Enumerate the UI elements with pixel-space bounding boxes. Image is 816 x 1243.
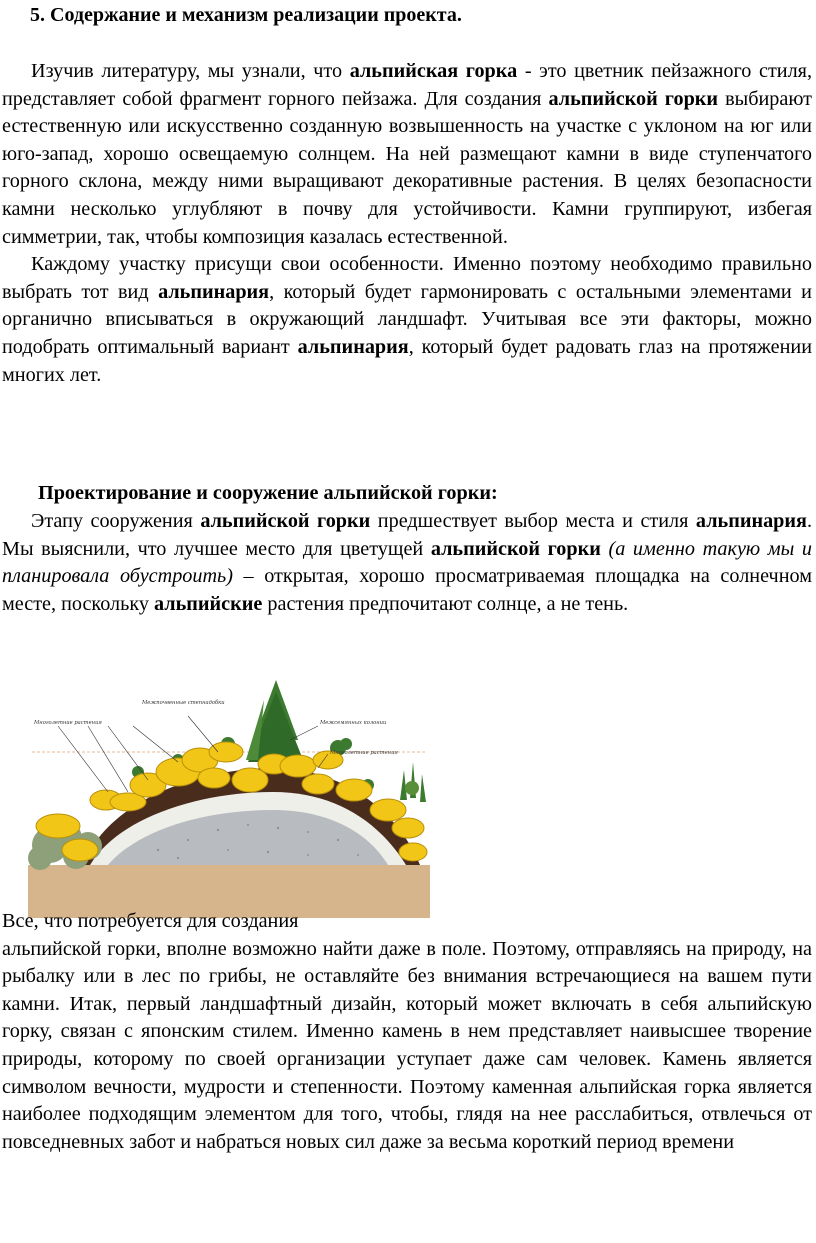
bold-term: альпинария xyxy=(695,510,807,532)
section-heading: 5. Содержание и механизм реализации проекта. xyxy=(30,4,462,26)
figure-label-4: Многолетние растения xyxy=(330,750,398,756)
figure-label-3: Межсемянных колонии xyxy=(320,720,387,726)
text-run: - это цветник пейзажного стиля, представляет собой фрагмент горного пейзажа. Для создания xyxy=(2,60,812,110)
text-run: предшествует выбор места и стиля xyxy=(370,510,696,532)
bold-term: альпийской горки xyxy=(200,510,371,532)
text-run xyxy=(601,538,609,560)
stage-paragraph xyxy=(2,508,812,618)
text-run: Изучив литературу, мы узнали, что xyxy=(31,60,350,82)
outro-paragraph: альпийской горки, вполне возможно найти даже в поле. Поэтому, отправляясь на природу, на рыбалку или в лес по грибы, не оставляйте без внимания встречающиеся на вашем пути камни. Итак, первый ландшафтный дизайн, который может включать в себя альпийскую горку, связан с японским стилем. Именно камень в нем представляет наивысшее творение природы, которому по своей организации уступает даже сам человек. Камень является символом вечности, мудрости и степенности. Поэтому каменная альпийская горка является наиболее подходящим элементом для того, чтобы, глядя на нее расслабиться, отвлечься от повседневных забот и набраться новых сил даже за весьма короткий период времени xyxy=(2,937,812,1153)
bold-term: альпийская горка xyxy=(349,60,518,82)
subheading: Проектирование и сооружение альпийской горки: xyxy=(38,482,498,504)
italic-note: (а именно такую мы и планировала обустроить) xyxy=(2,537,812,588)
text-run: Этапу сооружения xyxy=(31,510,201,532)
text-run: выбирают естественную или искусственно созданную возвышенность на участке с уклоном на юг или юго-запад, хорошо освещаемую солнцем. На ней размещают камни в виде ступенчатого горного склона, между ними выращивают декоративные растения. В целях безопасности камни несколько углубляют в почву для устойчивости. Камни группируют, избегая симметрии, так, чтобы композиция казалась естественной. xyxy=(2,87,812,248)
bold-term: альпинария xyxy=(297,335,409,358)
bold-term: альпийские xyxy=(154,592,263,615)
alpine-hill-svg xyxy=(28,680,430,918)
bold-term: альпинария xyxy=(158,280,270,303)
text-run: – открытая, хорошо просматриваемая площадка на солнечном месте, поскольку xyxy=(2,565,812,615)
text-run: . Мы выяснили, что лучшее место для цветущей xyxy=(2,510,813,560)
outro-text xyxy=(2,908,812,1156)
stage-text xyxy=(2,508,812,618)
bold-term: альпийской горки xyxy=(430,537,601,560)
figure-label-2: Межпочвенные степнадобки xyxy=(142,700,225,706)
intro-paragraph-1 xyxy=(2,58,812,251)
text-run: Каждому участку присущи свои особенности. Именно поэтому необходимо правильно выбрать тот вид xyxy=(2,253,812,303)
text-run: , который будет гармонировать с остальными элементами и органично вписываться в окружающий ландшафт. Учитывая все эти факторы, можно подобрать оптимальный вариант xyxy=(2,280,812,358)
intro-paragraph-2 xyxy=(2,251,812,389)
outro-first-line: Все, что потребуется для создания xyxy=(2,910,299,932)
text-run: , который будет радовать глаз на протяжении многих лет. xyxy=(2,335,812,386)
intro-text xyxy=(2,58,812,389)
bold-term: альпийской горки xyxy=(548,87,719,110)
text-run: растения предпочитают солнце, а не тень. xyxy=(262,592,629,615)
figure-label-1: Многолетние растения xyxy=(34,720,102,726)
alpine-hill-diagram xyxy=(28,680,430,918)
